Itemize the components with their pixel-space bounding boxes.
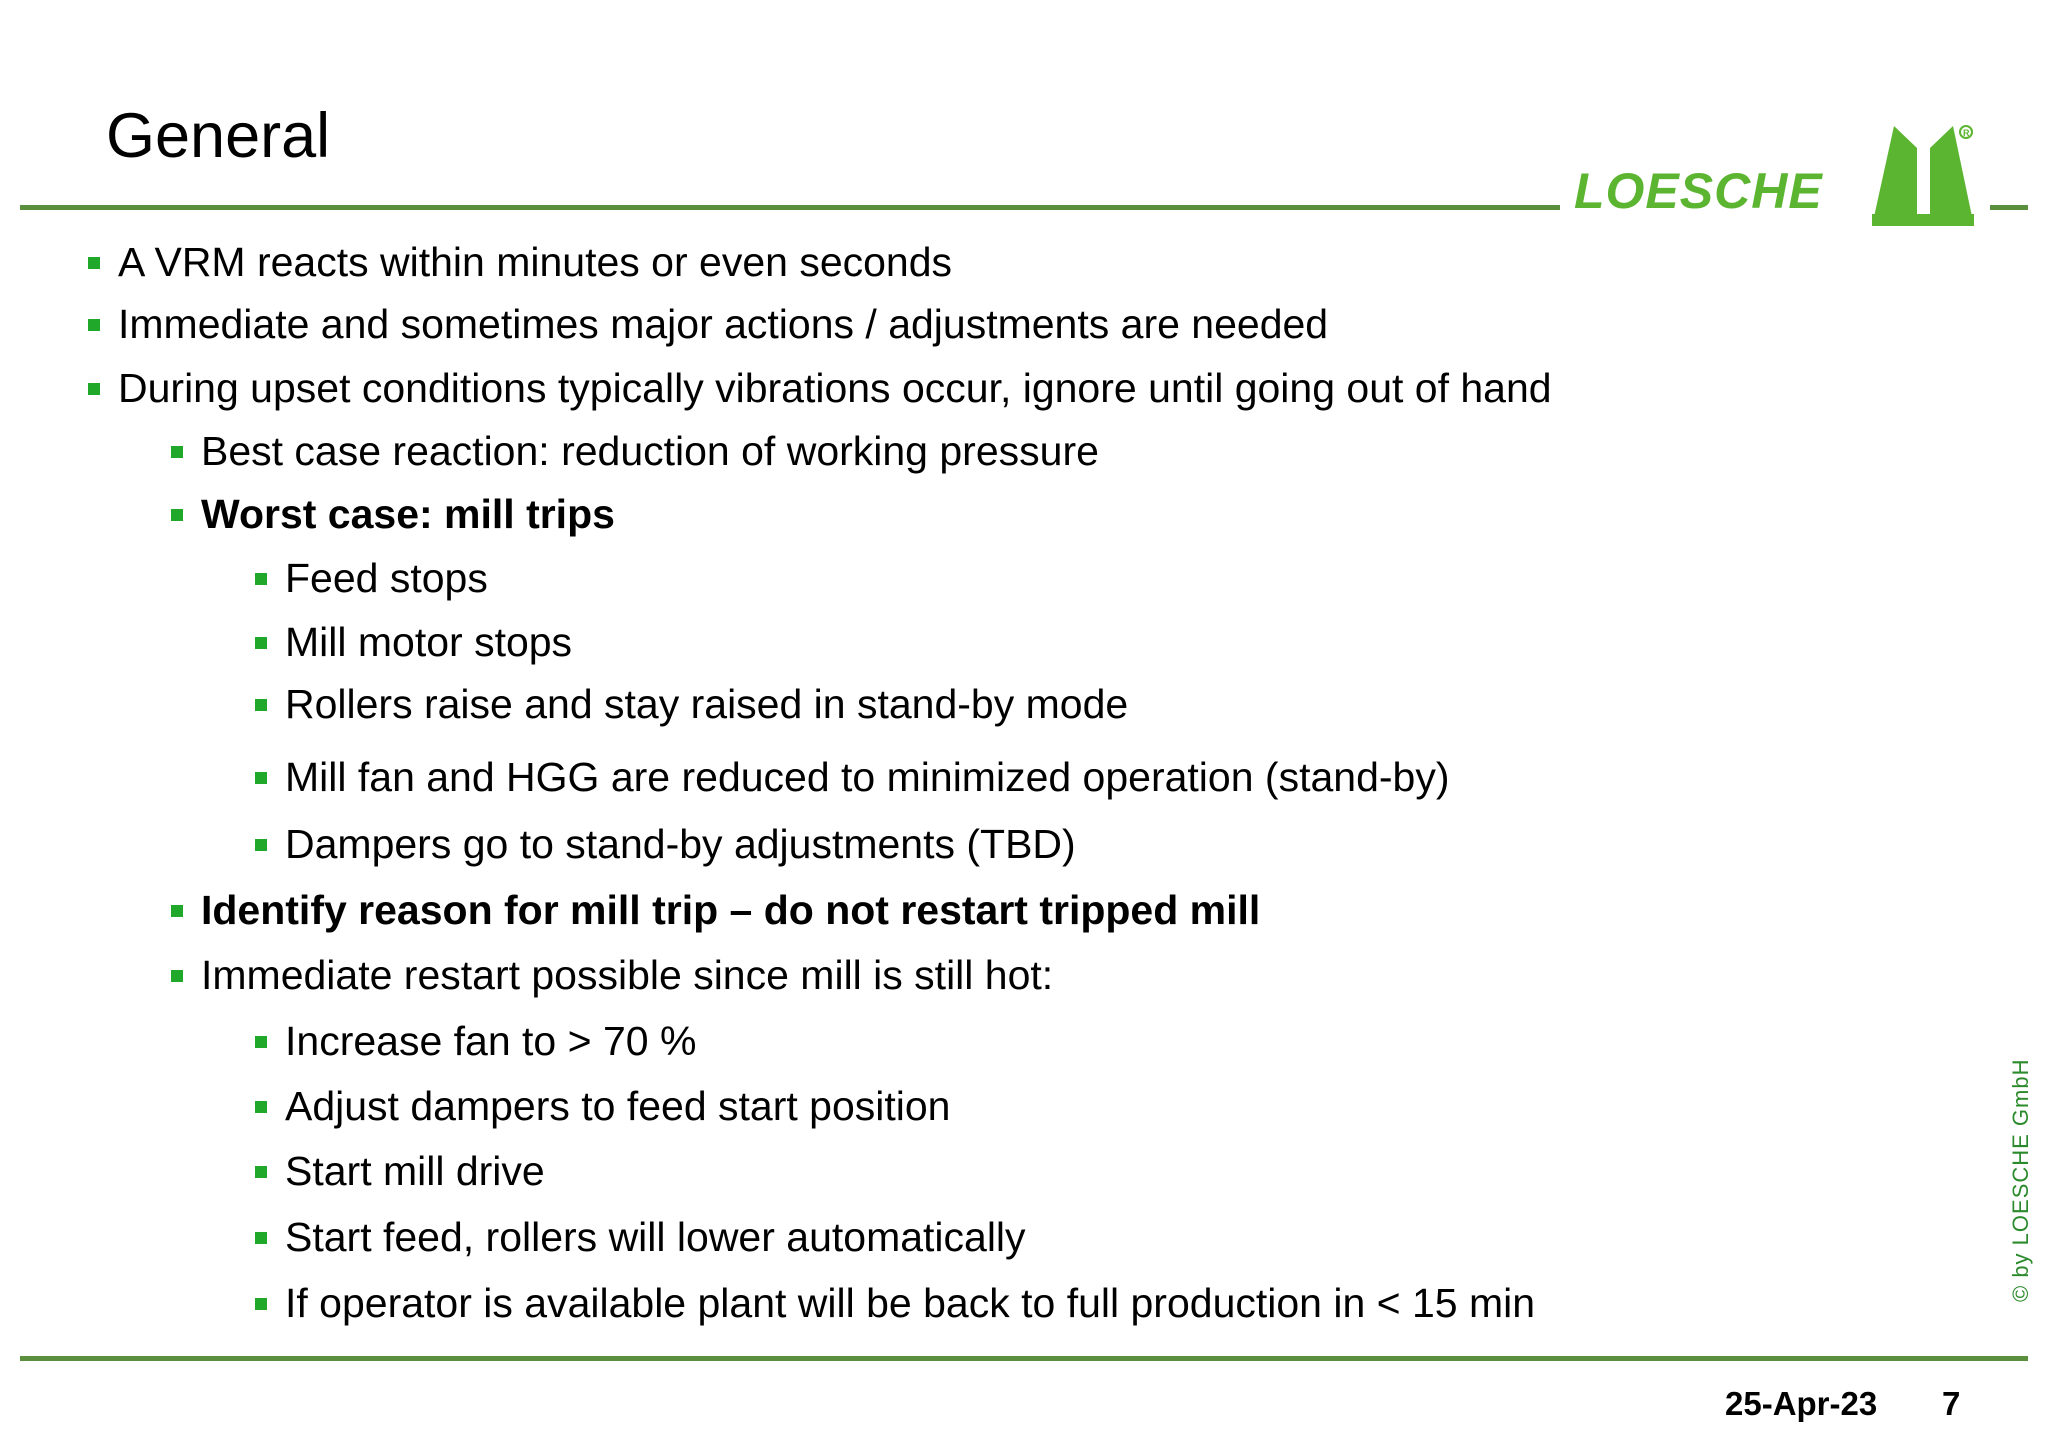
bullet-marker <box>88 319 100 331</box>
bullet-marker <box>255 699 267 711</box>
bullet-marker <box>171 905 183 917</box>
bullet-item: A VRM reacts within minutes or even seconds <box>118 237 952 287</box>
bullet-marker <box>88 257 100 269</box>
bullet-item: Feed stops <box>285 553 488 603</box>
bullet-item: If operator is available plant will be back to full production in < 15 min <box>285 1278 1535 1328</box>
bullet-marker <box>171 446 183 458</box>
slide-title: General <box>106 101 331 171</box>
bullet-marker <box>255 1298 267 1310</box>
bullet-marker <box>88 383 100 395</box>
copyright-notice: © by LOESCHE GmbH <box>2008 1058 2033 1302</box>
bullet-item: Mill motor stops <box>285 617 572 667</box>
footer-date: 25-Apr-23 <box>1725 1385 1878 1422</box>
bullet-item: Immediate restart possible since mill is still hot: <box>201 950 1053 1000</box>
bullet-item: Rollers raise and stay raised in stand-by mode <box>285 679 1128 729</box>
bullet-marker <box>255 1166 267 1178</box>
bullet-marker <box>171 509 183 521</box>
bullet-item: Increase fan to > 70 % <box>285 1016 696 1066</box>
logo-wordmark: LOESCHE <box>1574 163 1823 219</box>
bullet-item: Mill fan and HGG are reduced to minimized operation (stand-by) <box>285 752 1449 802</box>
page-number: 7 <box>1942 1385 1961 1422</box>
bullet-item: During upset conditions typically vibrations occur, ignore until going out of hand <box>118 363 1552 413</box>
bullet-item: Best case reaction: reduction of working pressure <box>201 426 1099 476</box>
bullet-marker <box>255 839 267 851</box>
bullet-item: Start feed, rollers will lower automatically <box>285 1212 1026 1262</box>
svg-text:R: R <box>1963 128 1970 138</box>
bullet-marker <box>255 1232 267 1244</box>
header-rule-end <box>1990 205 2028 210</box>
bullet-item: Worst case: mill trips <box>201 489 615 539</box>
bullet-marker <box>171 970 183 982</box>
bullet-item: Immediate and sometimes major actions / adjustments are needed <box>118 299 1328 349</box>
bullet-marker <box>255 1101 267 1113</box>
bullet-item: Dampers go to stand-by adjustments (TBD) <box>285 819 1076 869</box>
bullet-item: Adjust dampers to feed start position <box>285 1081 950 1131</box>
loesche-logo <box>1572 118 1982 230</box>
bullet-item: Identify reason for mill trip – do not restart tripped mill <box>201 885 1260 935</box>
logo-symbol <box>1872 126 1917 226</box>
header-rule <box>20 205 1560 210</box>
bullet-item: Start mill drive <box>285 1146 545 1196</box>
bullet-marker <box>255 637 267 649</box>
bullet-marker <box>255 573 267 585</box>
bullet-marker <box>255 1036 267 1048</box>
bullet-marker <box>255 772 267 784</box>
footer-rule <box>20 1356 2028 1361</box>
